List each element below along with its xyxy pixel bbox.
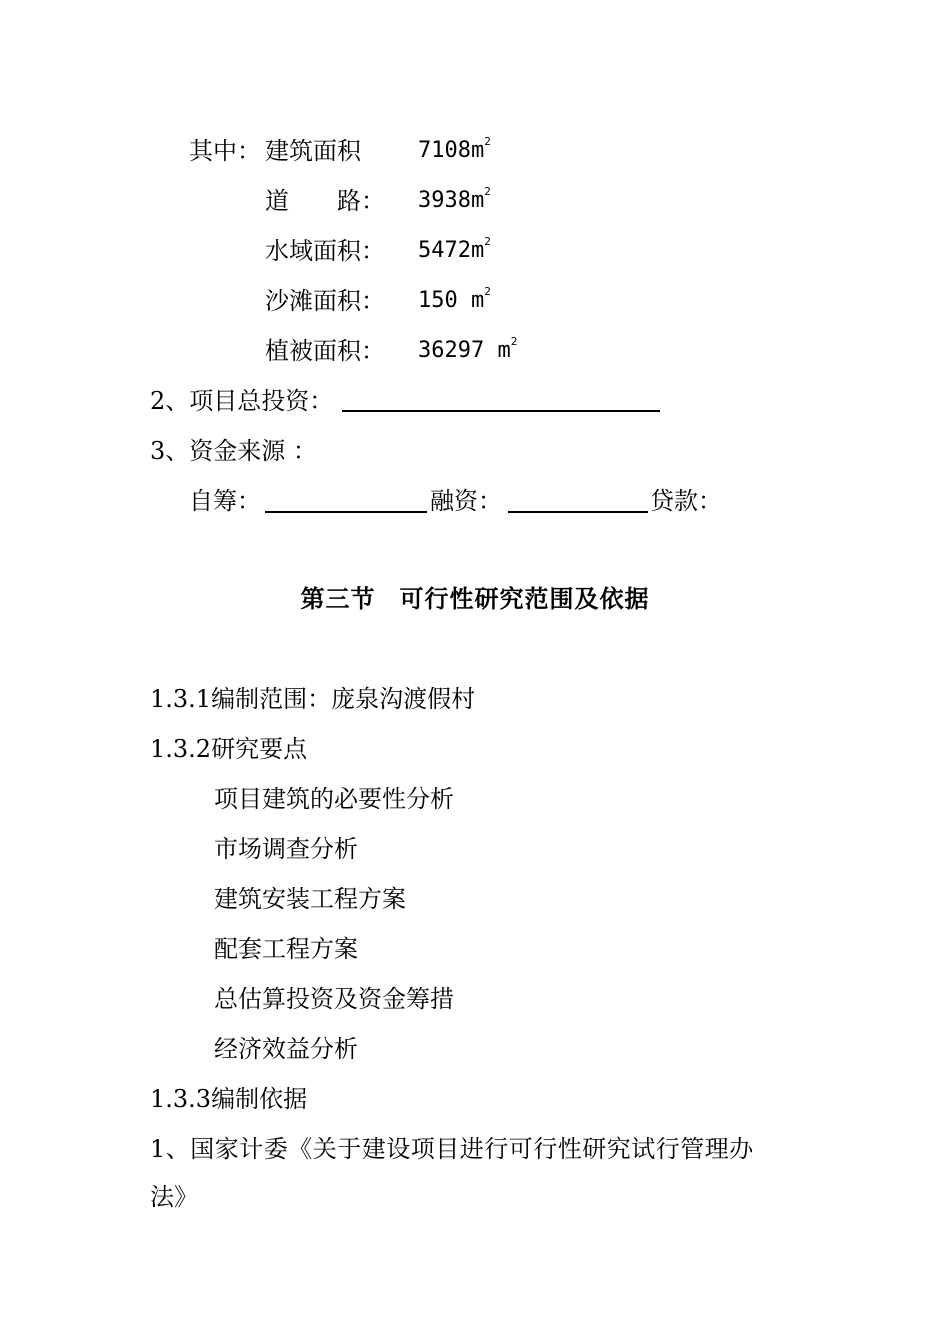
key-points-heading: 1.3.2研究要点 [150,735,308,763]
funding-finance-label: 融资： [430,487,502,515]
area-label-beach: 沙滩面积： [265,287,385,315]
funding-loan-label: 贷款： [650,487,722,515]
area-value-road: $3938m^2$ [418,185,491,213]
area-value-vegetation: 36297 $m^2$ [418,335,518,363]
investment-label: 2、项目总投资： [150,387,334,415]
key-point-item: 配套工程方案 [214,935,358,963]
area-label-water: 水域面积： [265,237,385,265]
area-value-water: $5472m^2$ [418,235,491,263]
area-label-road: 道 路： [265,187,385,215]
funding-self-label: 自筹： [189,487,261,515]
key-point-item: 总估算投资及资金筹措 [214,985,454,1013]
scope-text: 1.3.1编制范围：庞泉沟渡假村 [150,685,476,713]
area-value-beach: 150 $m^2$ [418,285,491,313]
investment-blank [342,410,660,412]
section-number: 第三节 [300,585,376,613]
funding-self-blank [265,511,427,513]
basis-item-line1: 1、国家计委《关于建设项目进行可行性研究试行管理办 [150,1135,754,1163]
funding-finance-blank [508,511,648,513]
key-point-item: 经济效益分析 [214,1035,358,1063]
section-title: 可行性研究范围及依据 [399,585,650,613]
basis-heading: 1.3.3编制依据 [150,1085,308,1113]
area-label-vegetation: 植被面积： [265,337,385,365]
key-point-item: 项目建筑的必要性分析 [214,785,454,813]
key-point-item: 市场调查分析 [214,835,358,863]
key-point-item: 建筑安装工程方案 [214,885,406,913]
area-label-building: 建筑面积 [265,137,361,165]
basis-item-line2: 法》 [150,1183,198,1211]
area-intro: 其中： [189,137,261,165]
area-value-building: $7108m^2$ [418,135,491,163]
section-heading [0,584,950,614]
funding-label: 3、资金来源 ： [150,437,317,465]
